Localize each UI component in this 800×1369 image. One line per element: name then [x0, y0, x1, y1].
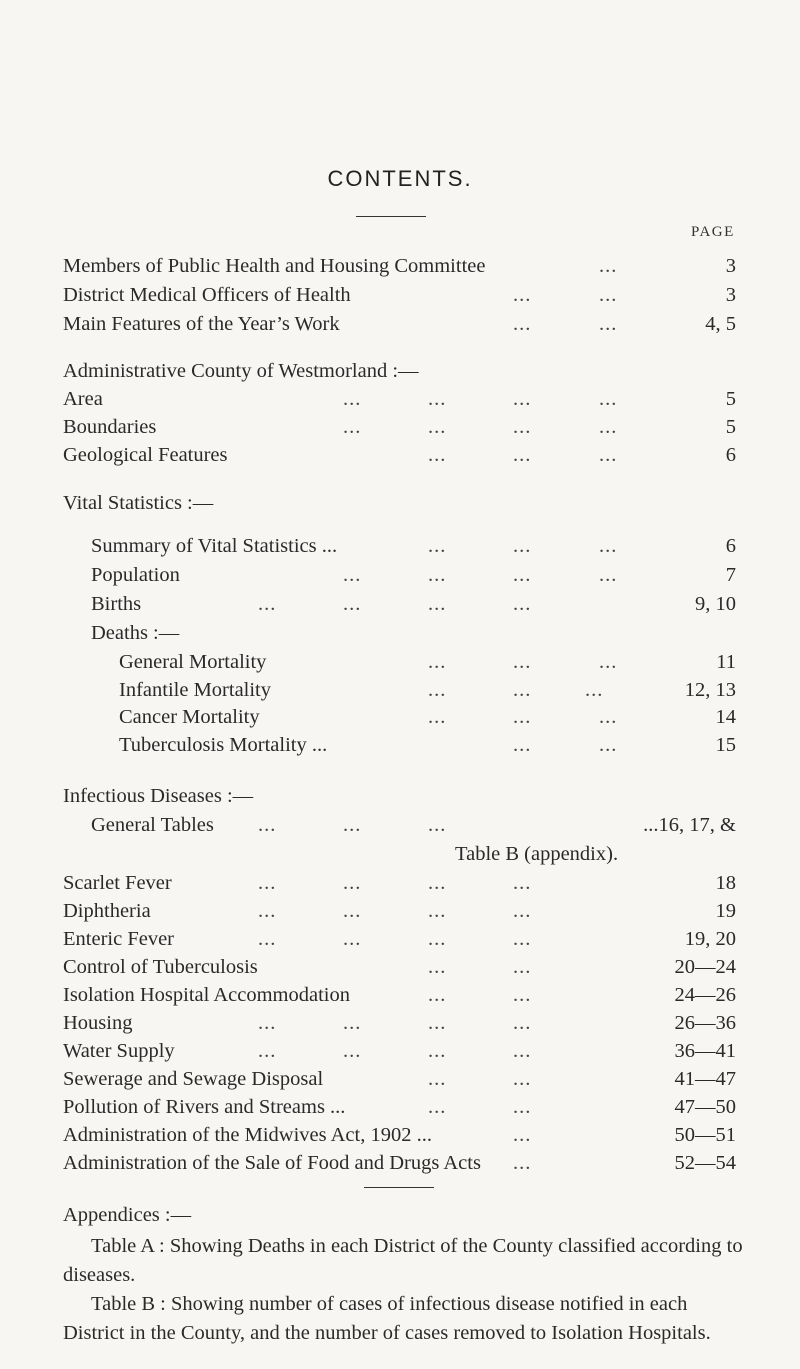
- entry-page: 41—47: [674, 1068, 736, 1090]
- entry-tuberculosis-mortality: [119, 733, 736, 757]
- leader-dots: ...: [513, 984, 532, 1006]
- leader-dots: ...: [258, 928, 277, 950]
- appendix-table-a: Table A : Showing Deaths in each District of the County classified according to diseases.: [63, 1235, 743, 1286]
- entry-members: [63, 254, 736, 278]
- entry-label: Infantile Mortality: [119, 679, 271, 701]
- entry-page: 4, 5: [705, 313, 736, 335]
- leader-dots: ...: [513, 872, 532, 894]
- leader-dots: ...: [428, 1068, 447, 1090]
- leader-dots: ...: [513, 706, 532, 728]
- leader-dots: ...: [513, 1096, 532, 1118]
- entry-label: Area: [63, 388, 103, 410]
- leader-dots: ...: [513, 928, 532, 950]
- leader-dots: ...: [343, 1040, 362, 1062]
- leader-dots: ...: [599, 313, 618, 335]
- title-rule: [356, 216, 426, 217]
- entry-label: Scarlet Fever: [63, 872, 172, 894]
- entry-page: 24—26: [674, 984, 736, 1006]
- section-rule: [364, 1187, 434, 1188]
- leader-dots: ...: [513, 1152, 532, 1174]
- entry-page: 11: [716, 651, 736, 673]
- leader-dots: ...: [428, 679, 447, 701]
- deaths-heading: Deaths :—: [91, 622, 180, 644]
- leader-dots: ...: [513, 1124, 532, 1146]
- leader-dots: ...: [428, 1096, 447, 1118]
- entry-page: 9, 10: [695, 593, 736, 615]
- leader-dots: ...: [428, 564, 447, 586]
- entry-page: 18: [715, 872, 736, 894]
- leader-dots: ...: [513, 734, 532, 756]
- leader-dots: ...: [599, 416, 618, 438]
- leader-dots: ...: [258, 814, 277, 836]
- leader-dots: ...: [599, 255, 618, 277]
- entry-label: Members of Public Health and Housing Committee: [63, 255, 486, 277]
- entry-water-supply: [63, 1039, 736, 1063]
- entry-label: Cancer Mortality: [119, 706, 260, 728]
- entry-label: Main Features of the Year’s Work: [63, 313, 340, 335]
- entry-label: Water Supply: [63, 1040, 175, 1062]
- leader-dots: ...: [258, 900, 277, 922]
- entry-pollution-rivers: [63, 1095, 736, 1119]
- entry-births: [91, 592, 736, 616]
- leader-dots: ...: [428, 535, 447, 557]
- entry-page: 52—54: [674, 1152, 736, 1174]
- leader-dots: ...: [428, 928, 447, 950]
- entry-page: 14: [715, 706, 736, 728]
- entry-general-tables: [91, 813, 736, 837]
- leader-dots: ...: [428, 416, 447, 438]
- entry-label: Geological Features: [63, 444, 228, 466]
- vital-heading: Vital Statistics :—: [63, 492, 214, 514]
- entry-label: Enteric Fever: [63, 928, 174, 950]
- page-column-heading: PAGE: [691, 224, 735, 240]
- entry-summary-vital: [91, 534, 736, 558]
- leader-dots: ...: [513, 593, 532, 615]
- entry-label: District Medical Officers of Health: [63, 284, 351, 306]
- leader-dots: ...: [513, 313, 532, 335]
- leader-dots: ...: [599, 535, 618, 557]
- entry-area: [63, 387, 736, 411]
- leader-dots: ...: [599, 444, 618, 466]
- entry-control-tuberculosis: [63, 955, 736, 979]
- leader-dots: ...: [343, 900, 362, 922]
- entry-page: 6: [725, 535, 736, 557]
- leader-dots: ...: [599, 388, 618, 410]
- leader-dots: ...: [343, 872, 362, 894]
- leader-dots: ...: [513, 1040, 532, 1062]
- leader-dots: ...: [513, 900, 532, 922]
- entry-page: 36—41: [674, 1040, 736, 1062]
- leader-dots: ...: [343, 564, 362, 586]
- entry-label: Diphtheria: [63, 900, 151, 922]
- entry-general-mortality: [119, 650, 736, 674]
- entry-label: Population: [91, 564, 180, 586]
- entry-geological: [63, 443, 736, 467]
- leader-dots: ...: [599, 734, 618, 756]
- entry-label: General Mortality: [119, 651, 267, 673]
- entry-page: 7: [725, 564, 736, 586]
- leader-dots: ...: [258, 593, 277, 615]
- leader-dots: ...: [343, 1012, 362, 1034]
- entry-page: 19, 20: [684, 928, 736, 950]
- entry-label: Pollution of Rivers and Streams ...: [63, 1096, 346, 1118]
- leader-dots: ...: [513, 535, 532, 557]
- leader-dots: ...: [585, 679, 604, 701]
- entry-sewerage: [63, 1067, 736, 1091]
- admin-heading: Administrative County of Westmorland :—: [63, 360, 419, 382]
- leader-dots: ...: [428, 706, 447, 728]
- entry-main-features: [63, 312, 736, 336]
- leader-dots: ...: [513, 651, 532, 673]
- leader-dots: ...: [428, 593, 447, 615]
- leader-dots: ...: [428, 651, 447, 673]
- entry-district-officers: [63, 283, 736, 307]
- entry-page: 5: [725, 416, 736, 438]
- appendices-heading: Appendices :—: [63, 1204, 192, 1226]
- entry-page: ...16, 17, &: [643, 814, 736, 836]
- entry-page: 3: [725, 255, 736, 277]
- entry-label: General Tables: [91, 814, 214, 836]
- entry-enteric-fever: [63, 927, 736, 951]
- entry-page: 47—50: [674, 1096, 736, 1118]
- entry-page: 3: [725, 284, 736, 306]
- appendix-table-b: Table B : Showing number of cases of infectious disease notified in each District in the County, and the number of cases removed to Isolation Hospitals.: [63, 1293, 711, 1344]
- leader-dots: ...: [343, 593, 362, 615]
- entry-label: Control of Tuberculosis: [63, 956, 258, 978]
- infectious-heading: Infectious Diseases :—: [63, 785, 254, 807]
- entry-cancer-mortality: [119, 705, 736, 729]
- leader-dots: ...: [428, 814, 447, 836]
- entry-label: Housing: [63, 1012, 133, 1034]
- leader-dots: ...: [599, 564, 618, 586]
- leader-dots: ...: [428, 388, 447, 410]
- entry-page: 26—36: [674, 1012, 736, 1034]
- leader-dots: ...: [258, 1040, 277, 1062]
- entry-page: 19: [715, 900, 736, 922]
- leader-dots: ...: [428, 444, 447, 466]
- entry-diphtheria: [63, 899, 736, 923]
- leader-dots: ...: [513, 444, 532, 466]
- entry-infantile-mortality: [119, 678, 736, 702]
- entry-label: Births: [91, 593, 142, 615]
- entry-page: 6: [725, 444, 736, 466]
- entry-page: 12, 13: [684, 679, 736, 701]
- entry-label: Administration of the Midwives Act, 1902 ...: [63, 1124, 432, 1146]
- leader-dots: ...: [599, 651, 618, 673]
- leader-dots: ...: [428, 900, 447, 922]
- general-tables-continuation: Table B (appendix).: [455, 843, 619, 865]
- leader-dots: ...: [513, 564, 532, 586]
- entry-page: 15: [715, 734, 736, 756]
- leader-dots: ...: [428, 872, 447, 894]
- entry-label: Sewerage and Sewage Disposal: [63, 1068, 324, 1090]
- entry-label: Summary of Vital Statistics ...: [91, 535, 338, 557]
- entry-label: Administration of the Sale of Food and Drugs Acts: [63, 1152, 481, 1174]
- leader-dots: ...: [513, 679, 532, 701]
- leader-dots: ...: [599, 706, 618, 728]
- leader-dots: ...: [343, 928, 362, 950]
- leader-dots: ...: [343, 416, 362, 438]
- leader-dots: ...: [428, 1012, 447, 1034]
- entry-page: 50—51: [674, 1124, 736, 1146]
- entry-label: Isolation Hospital Accommodation: [63, 984, 350, 1006]
- entry-page: 5: [725, 388, 736, 410]
- leader-dots: ...: [258, 1012, 277, 1034]
- leader-dots: ...: [513, 1068, 532, 1090]
- entry-boundaries: [63, 415, 736, 439]
- entry-label: Tuberculosis Mortality ...: [119, 734, 328, 756]
- leader-dots: ...: [428, 956, 447, 978]
- leader-dots: ...: [428, 1040, 447, 1062]
- leader-dots: ...: [513, 956, 532, 978]
- entry-midwives-act: [63, 1123, 736, 1147]
- leader-dots: ...: [343, 814, 362, 836]
- leader-dots: ...: [513, 1012, 532, 1034]
- leader-dots: ...: [258, 872, 277, 894]
- leader-dots: ...: [428, 984, 447, 1006]
- entry-housing: [63, 1011, 736, 1035]
- leader-dots: ...: [343, 388, 362, 410]
- entry-page: 20—24: [674, 956, 736, 978]
- entry-isolation-hospital: [63, 983, 736, 1007]
- page-title: CONTENTS.: [327, 166, 473, 191]
- leader-dots: ...: [513, 416, 532, 438]
- leader-dots: ...: [599, 284, 618, 306]
- leader-dots: ...: [513, 284, 532, 306]
- entry-population: [91, 563, 736, 587]
- entry-sale-food-drugs: [63, 1151, 736, 1175]
- entry-label: Boundaries: [63, 416, 157, 438]
- entry-scarlet-fever: [63, 871, 736, 895]
- leader-dots: ...: [513, 388, 532, 410]
